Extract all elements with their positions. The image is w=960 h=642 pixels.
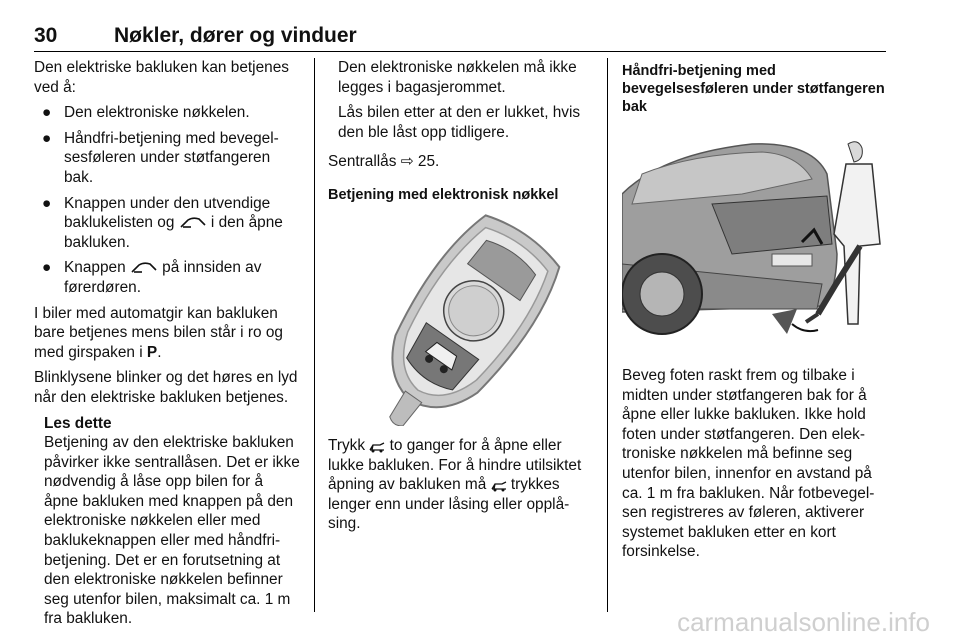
- list-item-text: Håndfri-betjening med bevegelsesføleren under støtfangeren bak.: [64, 129, 279, 186]
- arrow-icon: ⇨: [400, 153, 414, 171]
- list-item: [34, 194, 300, 253]
- page-header: [34, 2, 886, 52]
- section-heading: Betjening med elektronisk nøkkel: [328, 186, 559, 203]
- car-tailgate-icon: [369, 441, 385, 453]
- page-title: Nøkler, dører og vinduer: [114, 24, 357, 47]
- text: to ganger for å åpne eller lukke bakluken. For å hindre utilsiktet åpning av bakluken må: [328, 436, 582, 494]
- text: 25.: [417, 153, 440, 171]
- bullet-icon: ●: [42, 129, 52, 147]
- list-item: [34, 129, 300, 188]
- list-item-text: på innsiden av førerdøren.: [64, 259, 262, 296]
- column-divider: [314, 58, 315, 612]
- column-1: [34, 58, 300, 629]
- blink-paragraph: Blinklysene blinker og det høres en lyd når den elektriske bakluken betjenes.: [34, 369, 298, 406]
- text: trykkes lenger enn under låsing eller opplåsing.: [328, 476, 570, 533]
- note-title: Les dette: [44, 414, 112, 432]
- text: Trykk: [328, 436, 370, 454]
- note-text: Betjening av den elektriske bakluken påvirker ikke sentrallåsen. Det er ikke nødvendig å låse opp bilen for å åpne bakluken med knappen på den elektroniske nøkkelen eller med baklukeknappen eller med håndfri-betjening. Det er en forutsetning at den elektroniske nøkkelen befinner seg utenfor bilen, maksimalt ca. 1 m fra bakluken.: [44, 434, 300, 628]
- list-item: [34, 103, 300, 123]
- column-2: [328, 58, 594, 540]
- automatic-gear-paragraph: [34, 304, 300, 363]
- tailgate-button-icon: [130, 261, 158, 275]
- note-box: [44, 414, 300, 630]
- list-item-text: Knappen under den utvendige baklukelisten og: [64, 194, 271, 232]
- electronic-key-illustration: [328, 214, 594, 426]
- page-number: 30: [34, 24, 58, 47]
- key-instruction-paragraph: [328, 436, 594, 534]
- cross-reference: [328, 152, 594, 172]
- intro-paragraph: Den elektriske bakluken kan betjenes ved å:: [34, 59, 289, 96]
- watermark: carmanualsonline.info: [677, 607, 930, 637]
- tailgate-button-icon: [179, 216, 207, 230]
- key-paragraph: Den elektroniske nøkkelen må ikke legges i bagasjerommet.: [338, 59, 577, 96]
- text: .: [157, 343, 162, 361]
- list-item: [34, 258, 300, 297]
- bullet-icon: ●: [42, 194, 52, 212]
- bullet-icon: ●: [42, 259, 52, 277]
- section-heading: Håndfri-betjening med bevegelsesføleren under støtfangeren bak: [622, 63, 885, 115]
- header-rule: [34, 51, 886, 52]
- bullet-list: [34, 103, 300, 297]
- list-item-text: Den elektroniske nøkkelen.: [64, 104, 250, 122]
- list-item-text: i den åpne bakluken.: [64, 214, 283, 251]
- hands-free-tailgate-illustration: [622, 134, 888, 344]
- list-item-text: Knappen: [64, 259, 130, 277]
- bullet-icon: ●: [42, 104, 52, 122]
- car-tailgate-icon: [491, 480, 507, 492]
- column-3: [622, 58, 890, 568]
- lock-paragraph: Lås bilen etter at den er lukket, hvis den ble låst opp tidligere.: [338, 104, 581, 141]
- gear-label: P: [146, 343, 158, 361]
- text: Sentrallås: [328, 153, 401, 171]
- hands-free-paragraph: Beveg foten raskt frem og tilbake i midten under støtfangeren bak for å åpne eller lukke bakluken. Ikke hold foten under støtfangeren. Den elektroniske nøkkelen må befinne seg utenfor bilen, innenfor en avstand på ca. 1 m fra bakluken. Når fotbevegelsen registreres av føleren, aktiverer systemet bakluken etter en kort forsinkelse.: [622, 367, 875, 561]
- text: I biler med automatgir kan bakluken bare betjenes mens bilen står i ro og med girspaken i: [34, 304, 283, 361]
- column-divider: [607, 58, 608, 612]
